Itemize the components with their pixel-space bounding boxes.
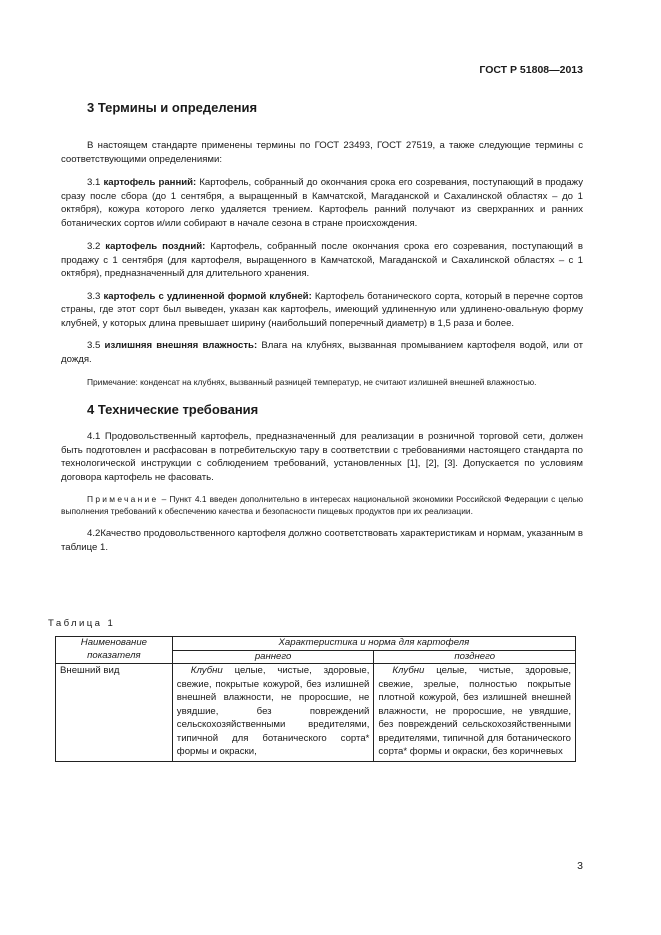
term-3-3-definition: Картофель ботанического сорта, который в перечне сортов страны, где этот сорт был выведен, указан как картофель, имеющий удлиненную или удлинено-овальную форму клубней, у которых длина превышает ширину (наибольший поперечный диаметр) в 1,5 раза и более.: [61, 290, 584, 329]
term-3-2-name: картофель поздний:: [105, 241, 206, 252]
early-value: Клубни целые, чистые, здоровые, свежие, покрытые кожурой, без излишней внешней влажности, не проросшие, не увядшие, без повреждений сельскохозяйственными вредителями, типичной для ботанического сорта* формы и окраски,: [172, 664, 374, 762]
term-3-3-name: картофель с удлиненной формой клубней:: [103, 290, 312, 302]
table-1: [55, 636, 576, 762]
section-4-note: [61, 493, 583, 517]
page-number: 3: [577, 860, 583, 872]
term-3-1-definition: Картофель, собранный до окончания срока его созревания, поступающий в продажу сразу после сбора (до 1 сентября, а выращенный в Камчатской, Магаданской и Сахалинской областях – до 1 октября), кожура которого легко удаляется трением. Картофель ранний получают из сверхранних и ранних ботанических сортов и/или собирают в начале сезона в стране происхождения.: [61, 177, 583, 229]
term-3-1-name: картофель ранний:: [103, 177, 197, 188]
term-3-3: 3.3 картофель с удлиненной формой клубней: Картофель ботанического сорта, который в перечне сортов страны, где этот сорт был выведен, указан как картофель, имеющий удлиненную или удлинено-овальную форму клубней, у которых длина превышает ширину (наибольший поперечный диаметр) в 1,5 раза и более.: [61, 290, 584, 329]
document-body: [61, 100, 583, 554]
header-indicator: Наименование показателя: [56, 637, 173, 664]
header-early: раннего: [172, 650, 374, 664]
paragraph-4-2: 4.2Качество продовольственного картофеля должно соответствовать характеристикам и нормам, указанным в таблице 1.: [61, 528, 583, 553]
section-3-intro: В настоящем стандарте применены термины по ГОСТ 23493, ГОСТ 27519, а также следующие термины с соответствующими определениями:: [61, 140, 583, 165]
term-3-2-definition: Картофель, собранный после окончания срока его созревания, поступающий в продажу с 1 сентября (для картофеля, выращенного в Камчатской, Магаданской и Сахалинской областях – с 1 октября), предназначенный для длительного хранения.: [61, 241, 583, 279]
paragraph-4-1: 4.1 Продовольственный картофель, предназначенный для реализации в розничной торговой сети, должен быть подготовлен и расфасован в потребительскую тару в соответствии с требованиями настоящего стандарта по технологической инструкции с соблюдением требований, установленных [1], [2], [3]. Допускается по условиям договора картофель не фасовать.: [61, 431, 583, 483]
term-3-5-definition: Влага на клубнях, вызванная промыванием картофеля водой, или от дождя.: [61, 340, 583, 365]
note-text: – Пункт 4.1 введен дополнительно в интересах национальной экономики Российской Федерации с целью выполнения требований к обеспечению качества и безопасности пищевых продуктов при их реализации.: [61, 494, 583, 516]
header-late: позднего: [374, 650, 576, 664]
term-3-1: 3.1 картофель ранний: Картофель, собранный до окончания срока его созревания, поступающий в продажу сразу после сбора (до 1 сентября, а выращенный в Камчатской, Магаданской и Сахалинской областях – до 1 октября), кожура которого легко удаляется трением. Картофель ранний получают из сверхранних и ранних ботанических сортов и/или собирают в начале сезона в стране происхождения.: [61, 177, 583, 229]
term-3-5-name: излишняя внешняя влажность:: [104, 340, 258, 351]
table-row: [56, 664, 576, 762]
section-3-title: 3 Термины и определения: [87, 100, 258, 115]
late-value: Клубни целые, чистые, здоровые, свежие, зрелые, полностью покрытые плотной кожурой, без излишней внешней влажности, не проросшие, не увядшие, без повреждений сельскохозяйственными вредителями, типичной для ботанического сорта* формы и окраски, без коричневых: [374, 664, 576, 762]
section-3-note: Примечание: конденсат на клубнях, вызванный разницей температур, не считают излишней внешней влажностью.: [87, 377, 537, 387]
standard-header: ГОСТ Р 51808—2013: [479, 64, 583, 76]
row-name: Внешний вид: [56, 664, 173, 762]
term-3-2: 3.2 картофель поздний: Картофель, собранный после окончания срока его созревания, поступающий в продажу с 1 сентября (для картофеля, выращенного в Камчатской, Магаданской и Сахалинской областях – с 1 октября), предназначенный для длительного хранения.: [61, 241, 583, 279]
header-characteristic: Характеристика и норма для картофеля: [172, 637, 575, 651]
note-label: Примечание: [87, 494, 159, 504]
table-caption: Таблица 1: [48, 618, 116, 629]
term-3-5: 3.5 излишняя внешняя влажность: Влага на клубнях, вызванная промыванием картофеля водой, или от дождя.: [61, 340, 583, 365]
section-4-title: 4 Технические требования: [87, 402, 259, 417]
